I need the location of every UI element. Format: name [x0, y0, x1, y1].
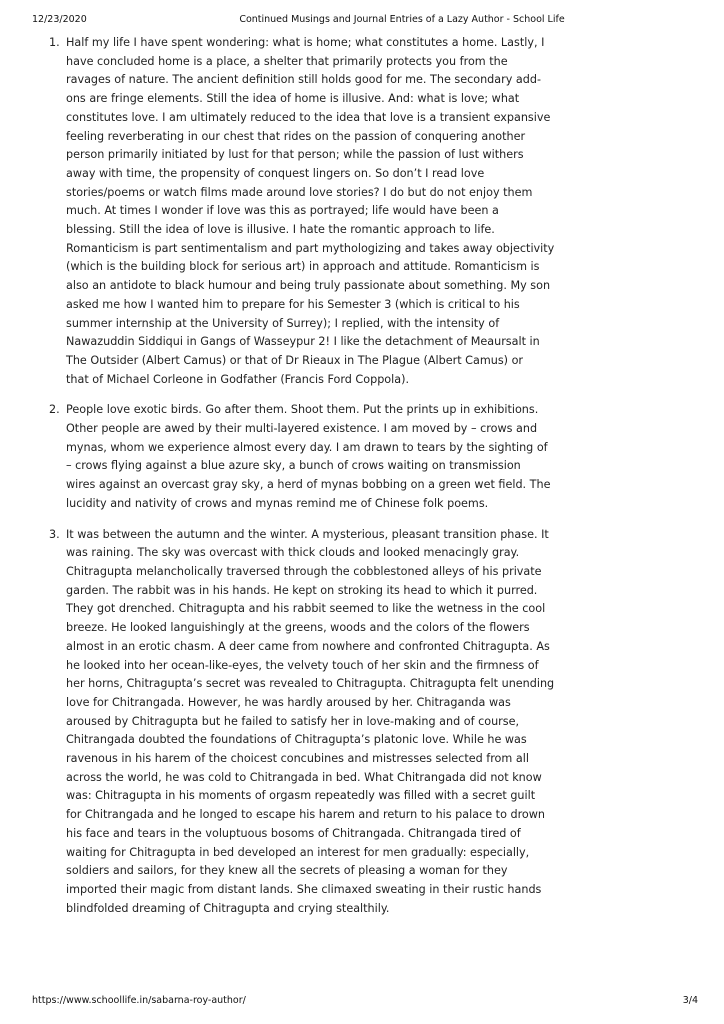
entry-text-line: much. At times I wonder if love was this as portrayed; life would have been a: [66, 204, 499, 218]
entry-text-line: love for Chitrangada. However, he was hardly aroused by her. Chitraganda was: [66, 695, 511, 709]
entry-number: 2.: [49, 403, 60, 417]
entry-text-line: People love exotic birds. Go after them. Shoot them. Put the prints up in exhibitions.: [66, 403, 539, 417]
entry-text-line: almost in an erotic chasm. A deer came from nowhere and confronted Chitragupta. As: [66, 639, 550, 653]
entry-text-line: he looked into her ocean-like-eyes, the velvety touch of her skin and the firmness of: [66, 658, 539, 672]
entry-text-line: They got drenched. Chitragupta and his rabbit seemed to like the wetness in the cool: [66, 602, 546, 616]
entry-text-line: Romanticism is part sentimentalism and part mythologizing and takes away objectivity: [66, 241, 555, 255]
entry-text-line: Chitrangada doubted the foundations of Chitragupta’s platonic love. While he was: [66, 733, 527, 747]
entry-text-line: aroused by Chitragupta but he failed to satisfy her in love-making and of course,: [66, 714, 520, 728]
entry-text-line: waiting for Chitragupta in bed developed an interest for men gradually: especially,: [66, 845, 530, 859]
entry-text-line: ravages of nature. The ancient definition still holds good for me. The secondary add-: [66, 73, 542, 87]
entry-text-line: was raining. The sky was overcast with thick clouds and looked menacingly gray.: [66, 546, 520, 560]
entry-text-line: (which is the building block for serious art) in approach and attitude. Romanticism is: [66, 260, 540, 274]
entry-text-line: The Outsider (Albert Camus) or that of Dr Rieaux in The Plague (Albert Camus) or: [66, 353, 524, 367]
journal-entry: [49, 34, 656, 389]
entry-text-line: person primarily initiated by lust for that person; while the passion of lust withers: [66, 148, 524, 162]
entry-text-line: blindfolded dreaming of Chitragupta and crying stealthily.: [66, 901, 390, 915]
print-date: 12/23/2020: [32, 14, 87, 25]
entry-text-line: that of Michael Corleone in Godfather (Francis Ford Coppola).: [66, 372, 410, 386]
entry-text-line: constitutes love. I am ultimately reduced to the idea that love is a transient expansive: [66, 110, 551, 124]
entry-text-line: garden. The rabbit was in his hands. He kept on stroking its head to which it purred.: [66, 583, 538, 597]
entry-text-line: Half my life I have spent wondering: what is home; what constitutes a home. Lastly, I: [66, 36, 545, 49]
entry-text-line: his face and tears in the voluptuous bosoms of Chitrangada. Chitrangada tired of: [66, 826, 521, 840]
entry-text-line: blessing. Still the idea of love is illusive. I hate the romantic approach to life.: [66, 223, 495, 237]
page-number: 3/4: [682, 995, 698, 1006]
entry-text-line: lucidity and nativity of crows and mynas remind me of Chinese folk poems.: [66, 496, 489, 510]
entry-text-line: breeze. He looked languishingly at the greens, woods and the colors of the flowers: [66, 621, 530, 635]
journal-entry: [49, 526, 656, 919]
entry-text-line: soldiers and sailors, for they knew all the secrets of pleasing a woman for they: [66, 864, 508, 878]
entry-text-line: have concluded home is a place, a shelter that primarily protects you from the: [66, 54, 508, 68]
entry-text-line: stories/poems or watch films made around love stories? I do but do not enjoy them: [66, 185, 533, 199]
entry-text-line: was: Chitragupta in his moments of orgasm repeatedly was filled with a secret guilt: [66, 789, 536, 803]
entry-number: 3.: [49, 527, 60, 541]
entry-text-line: – crows flying against a blue azure sky, a bunch of crows waiting on transmission: [66, 459, 521, 473]
entry-text-line: It was between the autumn and the winter. A mysterious, pleasant transition phase. It: [66, 527, 549, 541]
journal-entry: [49, 401, 656, 513]
entry-number: 1.: [49, 36, 60, 49]
entry-text-line: summer internship at the University of Surrey); I replied, with the intensity of: [66, 316, 500, 330]
entry-text-line: wires against an overcast gray sky, a herd of mynas bobbing on a green wet field. The: [66, 478, 551, 492]
entry-text-line: ravenous in his harem of the choicest concubines and mistresses selected from all: [66, 752, 529, 766]
entry-text-line: away with time, the propensity of conquest lingers on. So don’t I read love: [66, 166, 485, 180]
entry-text-line: across the world, he was cold to Chitrangada in bed. What Chitrangada did not know: [66, 770, 542, 784]
entry-text-line: for Chitrangada and he longed to escape his harem and return to his palace to drown: [66, 808, 546, 822]
entry-text-line: her horns, Chitragupta’s secret was revealed to Chitragupta. Chitragupta felt unending: [66, 677, 555, 691]
journal-entry-list: [49, 34, 656, 930]
page-title: Continued Musings and Journal Entries of a Lazy Author - School Life: [239, 14, 565, 25]
entry-text-line: imported their magic from distant lands. She climaxed sweating in their rustic hands: [66, 882, 542, 896]
page-url: https://www.schoollife.in/sabarna-roy-author/: [32, 995, 246, 1006]
entry-text-line: also an antidote to black humour and being truly passionate about something. My son: [66, 279, 551, 293]
entry-text-line: Nawazuddin Siddiqui in Gangs of Wasseypur 2! I like the detachment of Meaursalt in: [66, 335, 540, 349]
entry-text-line: Chitragupta melancholically traversed through the cobblestoned alleys of his private: [66, 564, 542, 578]
entry-text-line: mynas, whom we experience almost every day. I am drawn to tears by the sighting of: [66, 440, 548, 454]
entry-text-line: asked me how I wanted him to prepare for his Semester 3 (which is critical to his: [66, 297, 520, 311]
entry-text-line: ons are fringe elements. Still the idea of home is illusive. And: what is love; what: [66, 92, 520, 106]
entry-text-line: feeling reverberating in our chest that rides on the passion of conquering another: [66, 129, 526, 143]
entry-text-line: Other people are awed by their multi-layered existence. I am moved by – crows and: [66, 422, 538, 436]
